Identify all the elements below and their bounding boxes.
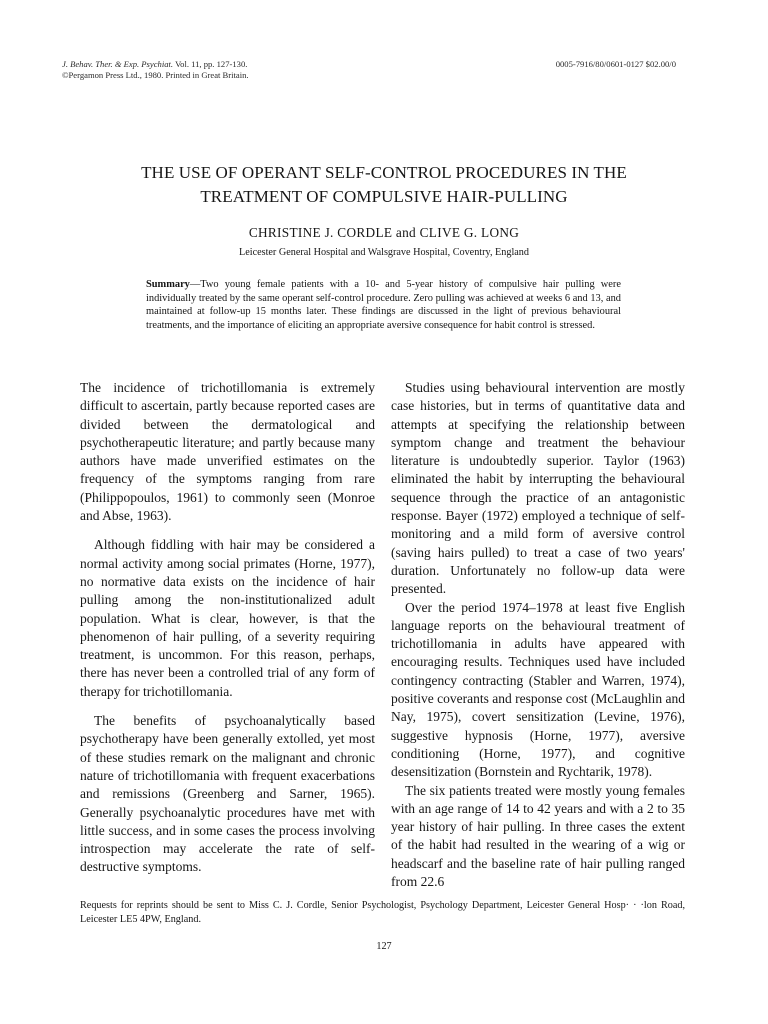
running-header-citation [62, 59, 249, 80]
right-column [391, 379, 685, 891]
abstract-text: —Two young female patients with a 10- and 5-year history of compulsive hair pulling were individually treated by the same operant self-control procedure. Zero pulling was achieved at weeks 6 and 13, and maintained at follow-up 15 months later. These findings are discussed in the light of previous behavioural treatments, and the importance of eliciting an appropriate aversive consequence for habit control is stressed. [146, 279, 621, 331]
journal-name: J. Behav. Ther. & Exp. Psychiat. [62, 59, 174, 69]
left-column [80, 379, 375, 877]
paragraph: The six patients treated were mostly young females with an age range of 14 to 42 years and with a 2 to 35 year history of hair pulling. In three cases the extent of the habit had resulted in the wearing of a wig or headscarf and the baseline rate of hair pulling ranged from 22.6 [391, 782, 685, 890]
reprint-footnote: Requests for reprints should be sent to Miss C. J. Cordle, Senior Psychologist, Psychology Department, Leicester General Hosp· · ·lon Road, Leicester LE5 4PW, England. [80, 900, 685, 925]
title-line-1: THE USE OF OPERANT SELF-CONTROL PROCEDURES IN THE [141, 163, 627, 182]
abstract-label: Summary [146, 279, 190, 290]
paragraph: Although fiddling with hair may be considered a normal activity among social primates (Horne, 1977), no normative data exists on the incidence of hair pulling among the non-institutionalized adult population. What is clear, however, is that the phenomenon of hair pulling, of a severity requiring treatment, is uncommon. For this reason, perhaps, there has never been a controlled trial of any form of therapy for trichotillomania. [80, 537, 375, 699]
article-title [80, 161, 688, 209]
abstract [146, 278, 621, 332]
author-list: CHRISTINE J. CORDLE and CLIVE G. LONG [248, 225, 520, 240]
paragraph: Studies using behavioural intervention are mostly case histories, but in terms of quantitative data and attempts at specifying the relationship between symptom change and treatment the behaviour literature is undoubtedly superior. Taylor (1963) eliminated the habit by interrupting the behavioural sequence through the practice of an antagonistic response. Bayer (1972) employed a technique of self-monitoring and a mild form of aversive control (saving hairs pulled) to treat a case of two years' duration. Unfortunately no follow-up data were presented. [391, 380, 685, 597]
paragraph: Over the period 1974–1978 at least five English language reports on the behavioural treatment of trichotillomania in adults have appeared with encouraging results. Techniques used have included contingency contracting (Stabler and Warren, 1974), positive coverants and response cost (McLaughlin and Nay, 1975), covert sensitization (Levine, 1976), suggestive hypnosis (Horne, 1977), aversive conditioning (Horne, 1977), and cognitive desensitization (Bornstein and Rychtarik, 1978). [391, 599, 685, 780]
author-affiliation: Leicester General Hospital and Walsgrave Hospital, Coventry, England [239, 247, 529, 258]
volume-pages: Vol. 11, pp. 127-130. [175, 59, 248, 69]
publisher-line: ©Pergamon Press Ltd., 1980. Printed in Great Britain. [62, 69, 249, 80]
paragraph: The incidence of trichotillomania is extremely difficult to ascertain, partly because reported cases are divided between the dermatological and psychotherapeutic literature; and partly because many authors have made unverified estimates on the frequency of the symptoms ranging from rare (Philippopoulos, 1961) to commonly seen (Monroe and Abse, 1963). [80, 380, 375, 524]
title-line-2: TREATMENT OF COMPULSIVE HAIR-PULLING [200, 187, 568, 206]
article-code: 0005-7916/80/0601-0127 $02.00/0 [555, 59, 676, 69]
page-number: 127 [376, 941, 392, 952]
paragraph: The benefits of psychoanalytically based psychotherapy have been generally extolled, yet most of these studies remark on the malignant and chronic nature of trichotillomania with frequent exacerbations and remissions (Greenberg and Sarner, 1965). Generally psychoanalytic procedures have met with little success, and in some cases the process involving introspection may accelerate the rate of self-destructive symptoms. [80, 713, 375, 875]
